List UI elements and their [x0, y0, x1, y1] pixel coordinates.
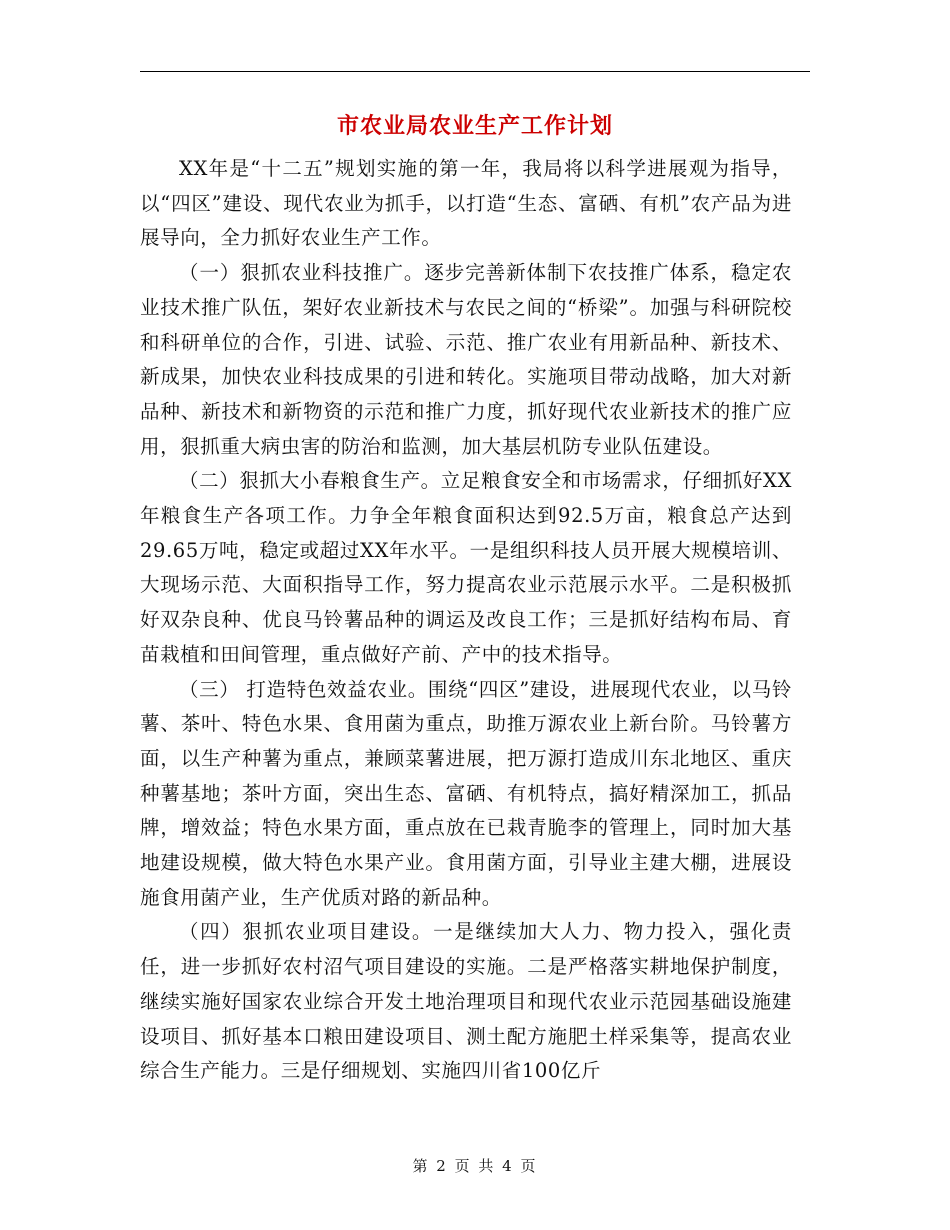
page-number-footer: 第 2 页 共 4 页 [412, 1157, 538, 1175]
document-body [140, 152, 792, 1089]
paragraph-section-2: （二）狠抓大小春粮食生产。立足粮食安全和市场需求，仔细抓好XX年粮食生产各项工作。力争全年粮食面积达到92.5万亩，粮食总产达到29.65万吨，稳定或超过XX年水平。一是组织科技人员开展大规模培训、大现场示范、大面积指导工作，努力提高农业示范展示水平。二是积极抓好双杂良种、优良马铃薯品种的调运及改良工作；三是抓好结构布局、育苗栽植和田间管理，重点做好产前、产中的技术指导。 [140, 469, 792, 666]
paragraph-intro: XX年是“十二五”规划实施的第一年，我局将以科学进展观为指导，以“四区”建设、现代农业为抓手，以打造“生态、富硒、有机”农产品为进展导向，全力抓好农业生产工作。 [140, 157, 792, 250]
document-title: 市农业局农业生产工作计划 [336, 113, 613, 139]
paragraph-section-4: （四）狠抓农业项目建设。一是继续加大人力、物力投入，强化责任，进一步抓好农村沼气项目建设的实施。二是严格落实耕地保护制度，继续实施好国家农业综合开发土地治理项目和现代农业示范园基础设施建设项目、抓好基本口粮田建设项目、测土配方施肥土样采集等，提高农业综合生产能力。三是仔细规划、实施四川省100亿斤 [140, 920, 792, 1083]
header-rule [140, 71, 810, 72]
paragraph-section-1: （一）狠抓农业科技推广。逐步完善新体制下农技推广体系，稳定农业技术推广队伍，架好农业新技术与农民之间的“桥梁”。加强与科研院校和科研单位的合作，引进、试验、示范、推广农业有用新品种、新技术、新成果，加快农业科技成果的引进和转化。实施项目带动战略，加大对新品种、新技术和新物资的示范和推广力度，抓好现代农业新技术的推广应用，狠抓重大病虫害的防治和监测，加大基层机防专业队伍建设。 [140, 261, 792, 458]
paragraph-section-3: （三） 打造特色效益农业。围绕“四区”建设，进展现代农业，以马铃薯、茶叶、特色水果、食用菌为重点，助推万源农业上新台阶。马铃薯方面，以生产种薯为重点，兼顾菜薯进展，把万源打造成川东北地区、重庆种薯基地；茶叶方面，突出生态、富硒、有机特点，搞好精深加工，抓品牌，增效益；特色水果方面，重点放在已栽青脆李的管理上，同时加大基地建设规模，做大特色水果产业。食用菌方面，引导业主建大棚，进展设施食用菌产业，生产优质对路的新品种。 [140, 677, 792, 909]
